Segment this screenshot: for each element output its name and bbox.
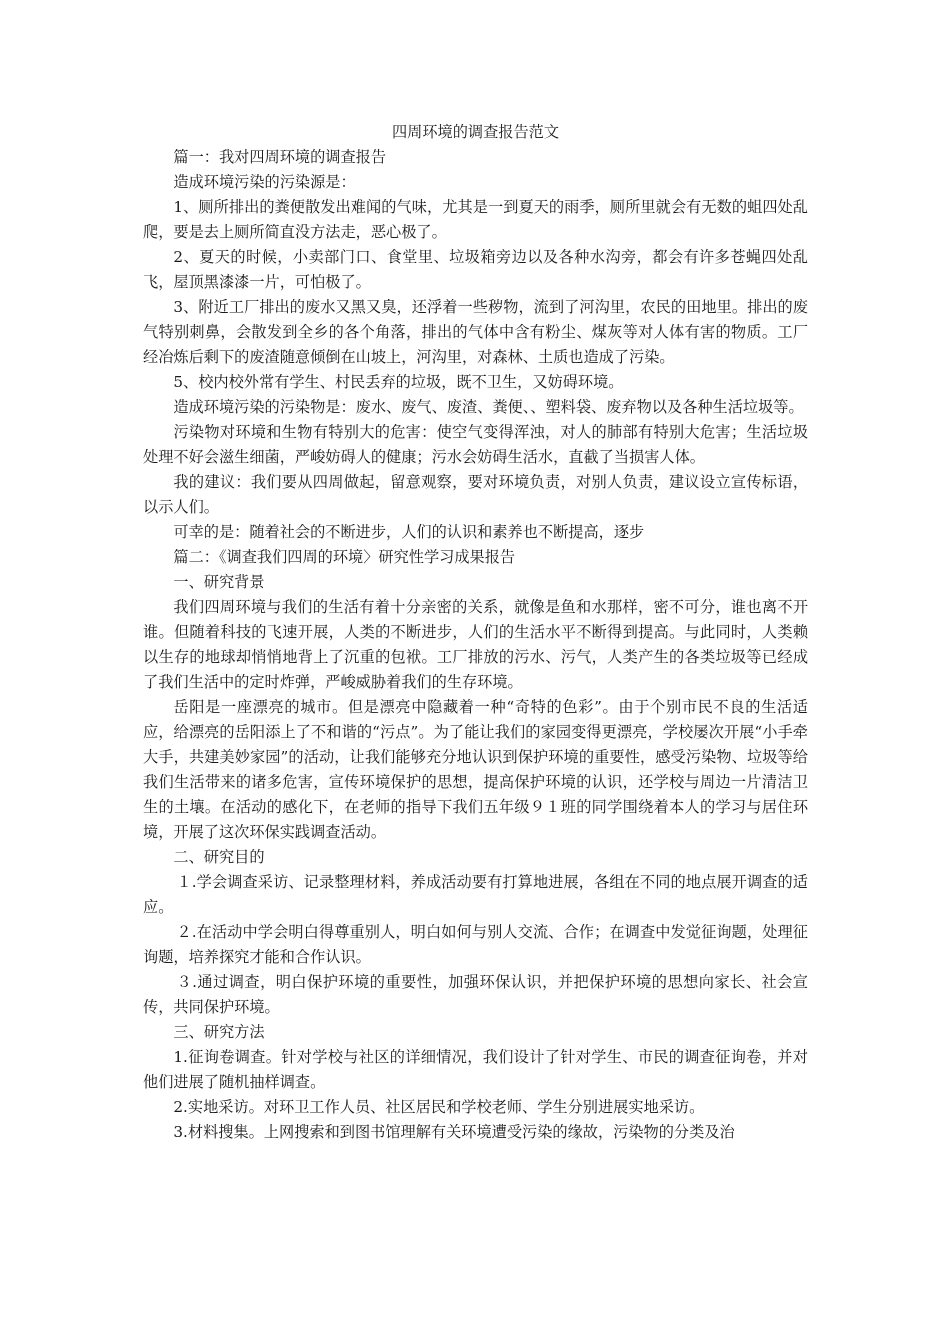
paragraph: １.学会调查采访、记录整理材料，养成活动要有打算地进展，各组在不同的地点展开调查的适应。 xyxy=(143,873,808,916)
paragraph: 3、附近工厂排出的废水又黑又臭，还浮着一些秽物，流到了河沟里，农民的田地里。排出的废气特别刺鼻，会散发到全乡的各个角落，排出的气体中含有粉尘、煤灰等对人体有害的物质。工厂经冶炼后剩下的废渣随意倾倒在山坡上，河沟里，对森林、土质也造成了污染。 xyxy=(143,298,808,366)
paragraph: 污染物对环境和生物有特别大的危害：使空气变得浑浊，对人的肺部有特别大危害；生活垃圾处理不好会滋生细菌，严峻妨碍人的健康；污水会妨碍生活水，直截了当损害人体。 xyxy=(143,423,808,466)
paragraph: 2、夏天的时候，小卖部门口、食堂里、垃圾箱旁边以及各种水沟旁，都会有许多苍蝇四处乱飞，屋顶黑漆漆一片，可怕极了。 xyxy=(143,248,808,291)
paragraph: 3.材料搜集。上网搜索和到图书馆理解有关环境遭受污染的缘故，污染物的分类及治 xyxy=(173,1123,735,1141)
paragraph: 1.征询卷调查。针对学校与社区的详细情况，我们设计了针对学生、市民的调查征询卷，并对他们进展了随机抽样调查。 xyxy=(143,1048,808,1091)
paragraph: 我们四周环境与我们的生活有着十分亲密的关系，就像是鱼和水那样，密不可分，谁也离不开谁。但随着科技的飞速开展，人类的不断进步，人们的生活水平不断得到提高。与此同时，人类赖以生存的地球却悄悄地背上了沉重的包袱。工厂排放的污水、污气，人类产生的各类垃圾等已经成了我们生活中的定时炸弹，严峻威胁着我们的生存环境。 xyxy=(143,598,808,691)
paragraph: 二、研究目的 xyxy=(173,848,265,866)
paragraph: 我的建议：我们要从四周做起，留意观察，要对环境负责，对别人负责，建议设立宣传标语，以示人们。 xyxy=(143,473,808,516)
paragraph: 可幸的是：随着社会的不断进步，人们的认识和素养也不断提高，逐步 xyxy=(173,523,645,541)
paragraph: 造成环境污染的污染源是： xyxy=(173,173,356,191)
paragraph: 2.实地采访。对环卫工作人员、社区居民和学校老师、学生分别进展实地采访。 xyxy=(173,1098,705,1116)
paragraph: 篇一：我对四周环境的调查报告 xyxy=(173,148,387,166)
paragraph: ２.在活动中学会明白得尊重别人，明白如何与别人交流、合作；在调查中发觉征询题，处理征询题，培养探究才能和合作认识。 xyxy=(143,923,808,966)
paragraph: 一、研究背景 xyxy=(173,573,265,591)
paragraph: ３.通过调查，明白保护环境的重要性，加强环保认识，并把保护环境的思想向家长、社会宣传，共同保护环境。 xyxy=(143,973,808,1016)
paragraph: 1、厕所排出的粪便散发出难闻的气味，尤其是一到夏天的雨季，厕所里就会有无数的蛆四处乱爬，要是去上厕所简直没方法走，恶心极了。 xyxy=(143,198,808,241)
paragraph: 5、校内校外常有学生、村民丢弃的垃圾，既不卫生，又妨碍环境。 xyxy=(173,373,624,391)
document-title: 四周环境的调查报告范文 xyxy=(391,123,560,141)
paragraph: 篇二：《调查我们四周的环境〉研究性学习成果报告 xyxy=(173,548,516,566)
document-body xyxy=(143,145,808,1145)
document-page xyxy=(143,120,808,1145)
paragraph: 造成环境污染的污染物是：废水、废气、废渣、粪便、、塑料袋、废弃物以及各种生活垃圾等。 xyxy=(173,398,804,416)
paragraph: 三、研究方法 xyxy=(173,1023,265,1041)
paragraph: 岳阳是一座漂亮的城市。但是漂亮中隐藏着一种“奇特的色彩”。由于个别市民不良的生活适应，给漂亮的岳阳添上了不和谐的“污点”。为了能让我们的家园变得更漂亮，学校屡次开展“小手牵大手，共建美妙家园”的活动，让我们能够充分地认识到保护环境的重要性，感受污染物、垃圾等给我们生活带来的诸多危害，宣传环境保护的思想，提高保护环境的认识，还学校与周边一片清洁卫生的土壤。在活动的感化下，在老师的指导下我们五年级９１班的同学围绕着本人的学习与居住环境，开展了这次环保实践调查活动。 xyxy=(143,698,808,841)
